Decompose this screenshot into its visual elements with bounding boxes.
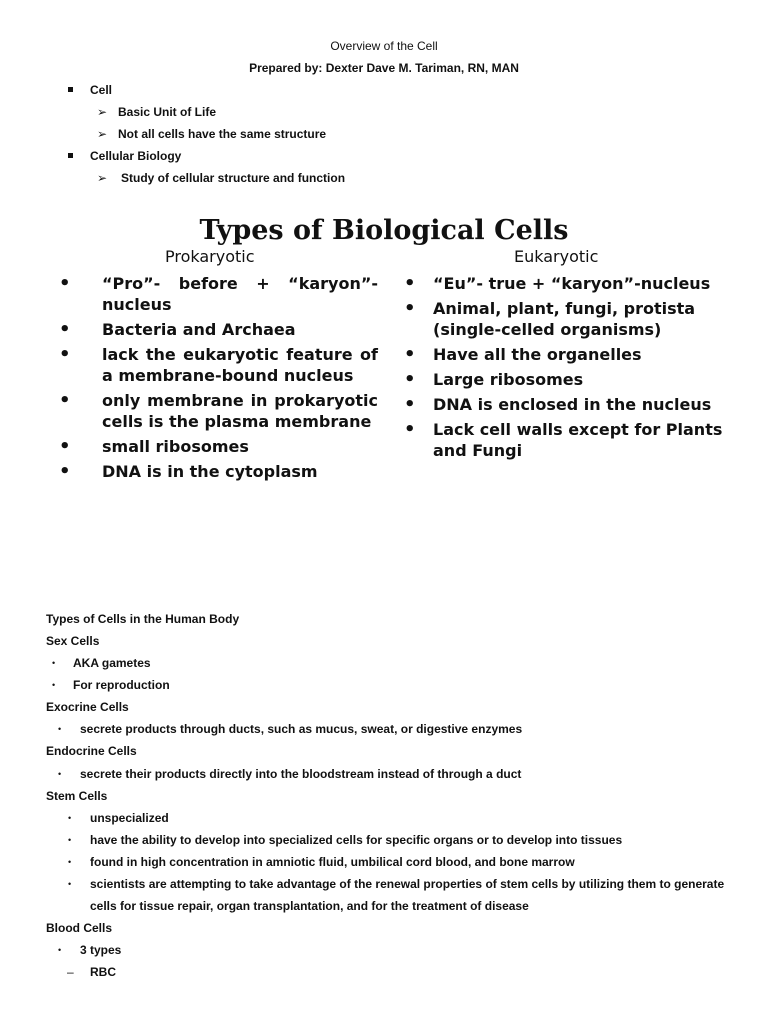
eukaryotic-item-text: DNA is enclosed in the nucleus [433,395,712,414]
arrow-bullet-icon: ➢ [97,105,108,119]
endocrine-heading: Endocrine Cells [46,744,137,758]
stem-cells-item: unspecialized [90,811,169,825]
human-body-heading: Types of Cells in the Human Body [46,612,240,626]
sex-cells-item: AKA gametes [73,656,151,670]
bullet-icon: • [58,769,62,779]
stem-cells-item: have the ability to develop into specialized cells for specific organs or to develop into tissues [90,833,623,847]
bullet-icon: • [59,319,71,340]
stem-cells-item-continued: cells for tissue repair, organ transplantation, and for the treatment of disease [90,899,529,913]
prokaryotic-item-text: only membrane in prokaryotic cells is the plasma membrane [102,391,378,431]
bullet-icon: • [52,680,56,690]
prokaryotic-item [59,461,378,482]
square-bullet-icon [68,153,73,158]
eukaryotic-item [404,369,733,390]
square-bullet-icon [68,87,73,92]
eukaryotic-item-text: “Eu”- true + “karyon”-nucleus [433,274,711,293]
bullet-icon: • [404,369,416,390]
exocrine-item: secrete products through ducts, such as mucus, sweat, or digestive enzymes [80,722,523,736]
bullet-icon: • [68,835,72,845]
stem-cells-heading: Stem Cells [46,789,108,803]
bullet-icon: • [68,813,72,823]
bullet-icon: • [58,724,62,734]
eukaryotic-item-text: Animal, plant, fungi, protista (single-celled organisms) [433,299,696,339]
prokaryotic-item-text: small ribosomes [102,437,249,456]
exocrine-heading: Exocrine Cells [46,700,129,714]
sex-cells-item: For reproduction [73,678,170,692]
eukaryotic-item-text: Have all the organelles [433,345,642,364]
arrow-bullet-icon: ➢ [97,171,108,185]
prokaryotic-item-text: Bacteria and Archaea [102,320,296,339]
cell-point: Basic Unit of Life [118,105,217,119]
bullet-icon: • [404,419,416,440]
endocrine-item: secrete their products directly into the bloodstream instead of through a duct [80,767,522,781]
bullet-icon: • [404,394,416,415]
bullet-icon: • [52,658,56,668]
bullet-icon: • [59,461,71,482]
blood-cells-subitem: RBC [90,965,116,979]
prokaryotic-item [59,273,378,315]
prokaryotic-item [59,344,378,386]
bullet-icon: • [58,945,62,955]
cellular-biology-point: Study of cellular structure and function [121,171,346,185]
slide-title: Types of Biological Cells [199,215,569,246]
stem-cells-item: scientists are attempting to take advantage of the renewal properties of stem cells by utilizing them to generate [90,877,725,891]
prokaryotic-item [59,319,378,340]
eukaryotic-item [404,273,733,294]
eukaryotic-item [404,298,733,340]
eukaryotic-item [404,419,733,461]
bullet-icon: • [68,857,72,867]
bullet-icon: • [59,344,71,365]
prokaryotic-list [59,273,378,486]
blood-cells-heading: Blood Cells [46,921,113,935]
bullet-icon: • [59,273,71,294]
bullet-icon: • [68,879,72,889]
eukaryotic-heading: Eukaryotic [514,247,599,266]
bullet-icon: • [404,298,416,319]
prokaryotic-item [59,390,378,432]
eukaryotic-list [404,273,733,465]
blood-cells-item: 3 types [80,943,122,957]
prokaryotic-item-text: “Pro”- before + “karyon”-nucleus [102,274,378,314]
prokaryotic-item-text: DNA is in the cytoplasm [102,462,318,481]
eukaryotic-item [404,394,733,415]
cell-heading: Cell [90,83,113,97]
bullet-icon: • [404,273,416,294]
arrow-bullet-icon: ➢ [97,127,108,141]
eukaryotic-item-text: Lack cell walls except for Plants and Fungi [433,420,723,460]
prokaryotic-item-text: lack the eukaryotic feature of a membrane-bound nucleus [102,345,378,385]
eukaryotic-item [404,344,733,365]
sex-cells-heading: Sex Cells [46,634,100,648]
prokaryotic-item [59,436,378,457]
bullet-icon: • [59,390,71,411]
document-title: Overview of the Cell [330,39,438,53]
cellular-biology-heading: Cellular Biology [90,149,182,163]
bullet-icon: • [404,344,416,365]
bullet-icon: • [59,436,71,457]
cell-point: Not all cells have the same structure [118,127,327,141]
eukaryotic-item-text: Large ribosomes [433,370,584,389]
dash-bullet-icon: – [67,965,74,979]
prokaryotic-heading: Prokaryotic [165,247,255,266]
prepared-by: Prepared by: Dexter Dave M. Tariman, RN, MAN [249,61,519,75]
stem-cells-item: found in high concentration in amniotic fluid, umbilical cord blood, and bone marrow [90,855,575,869]
